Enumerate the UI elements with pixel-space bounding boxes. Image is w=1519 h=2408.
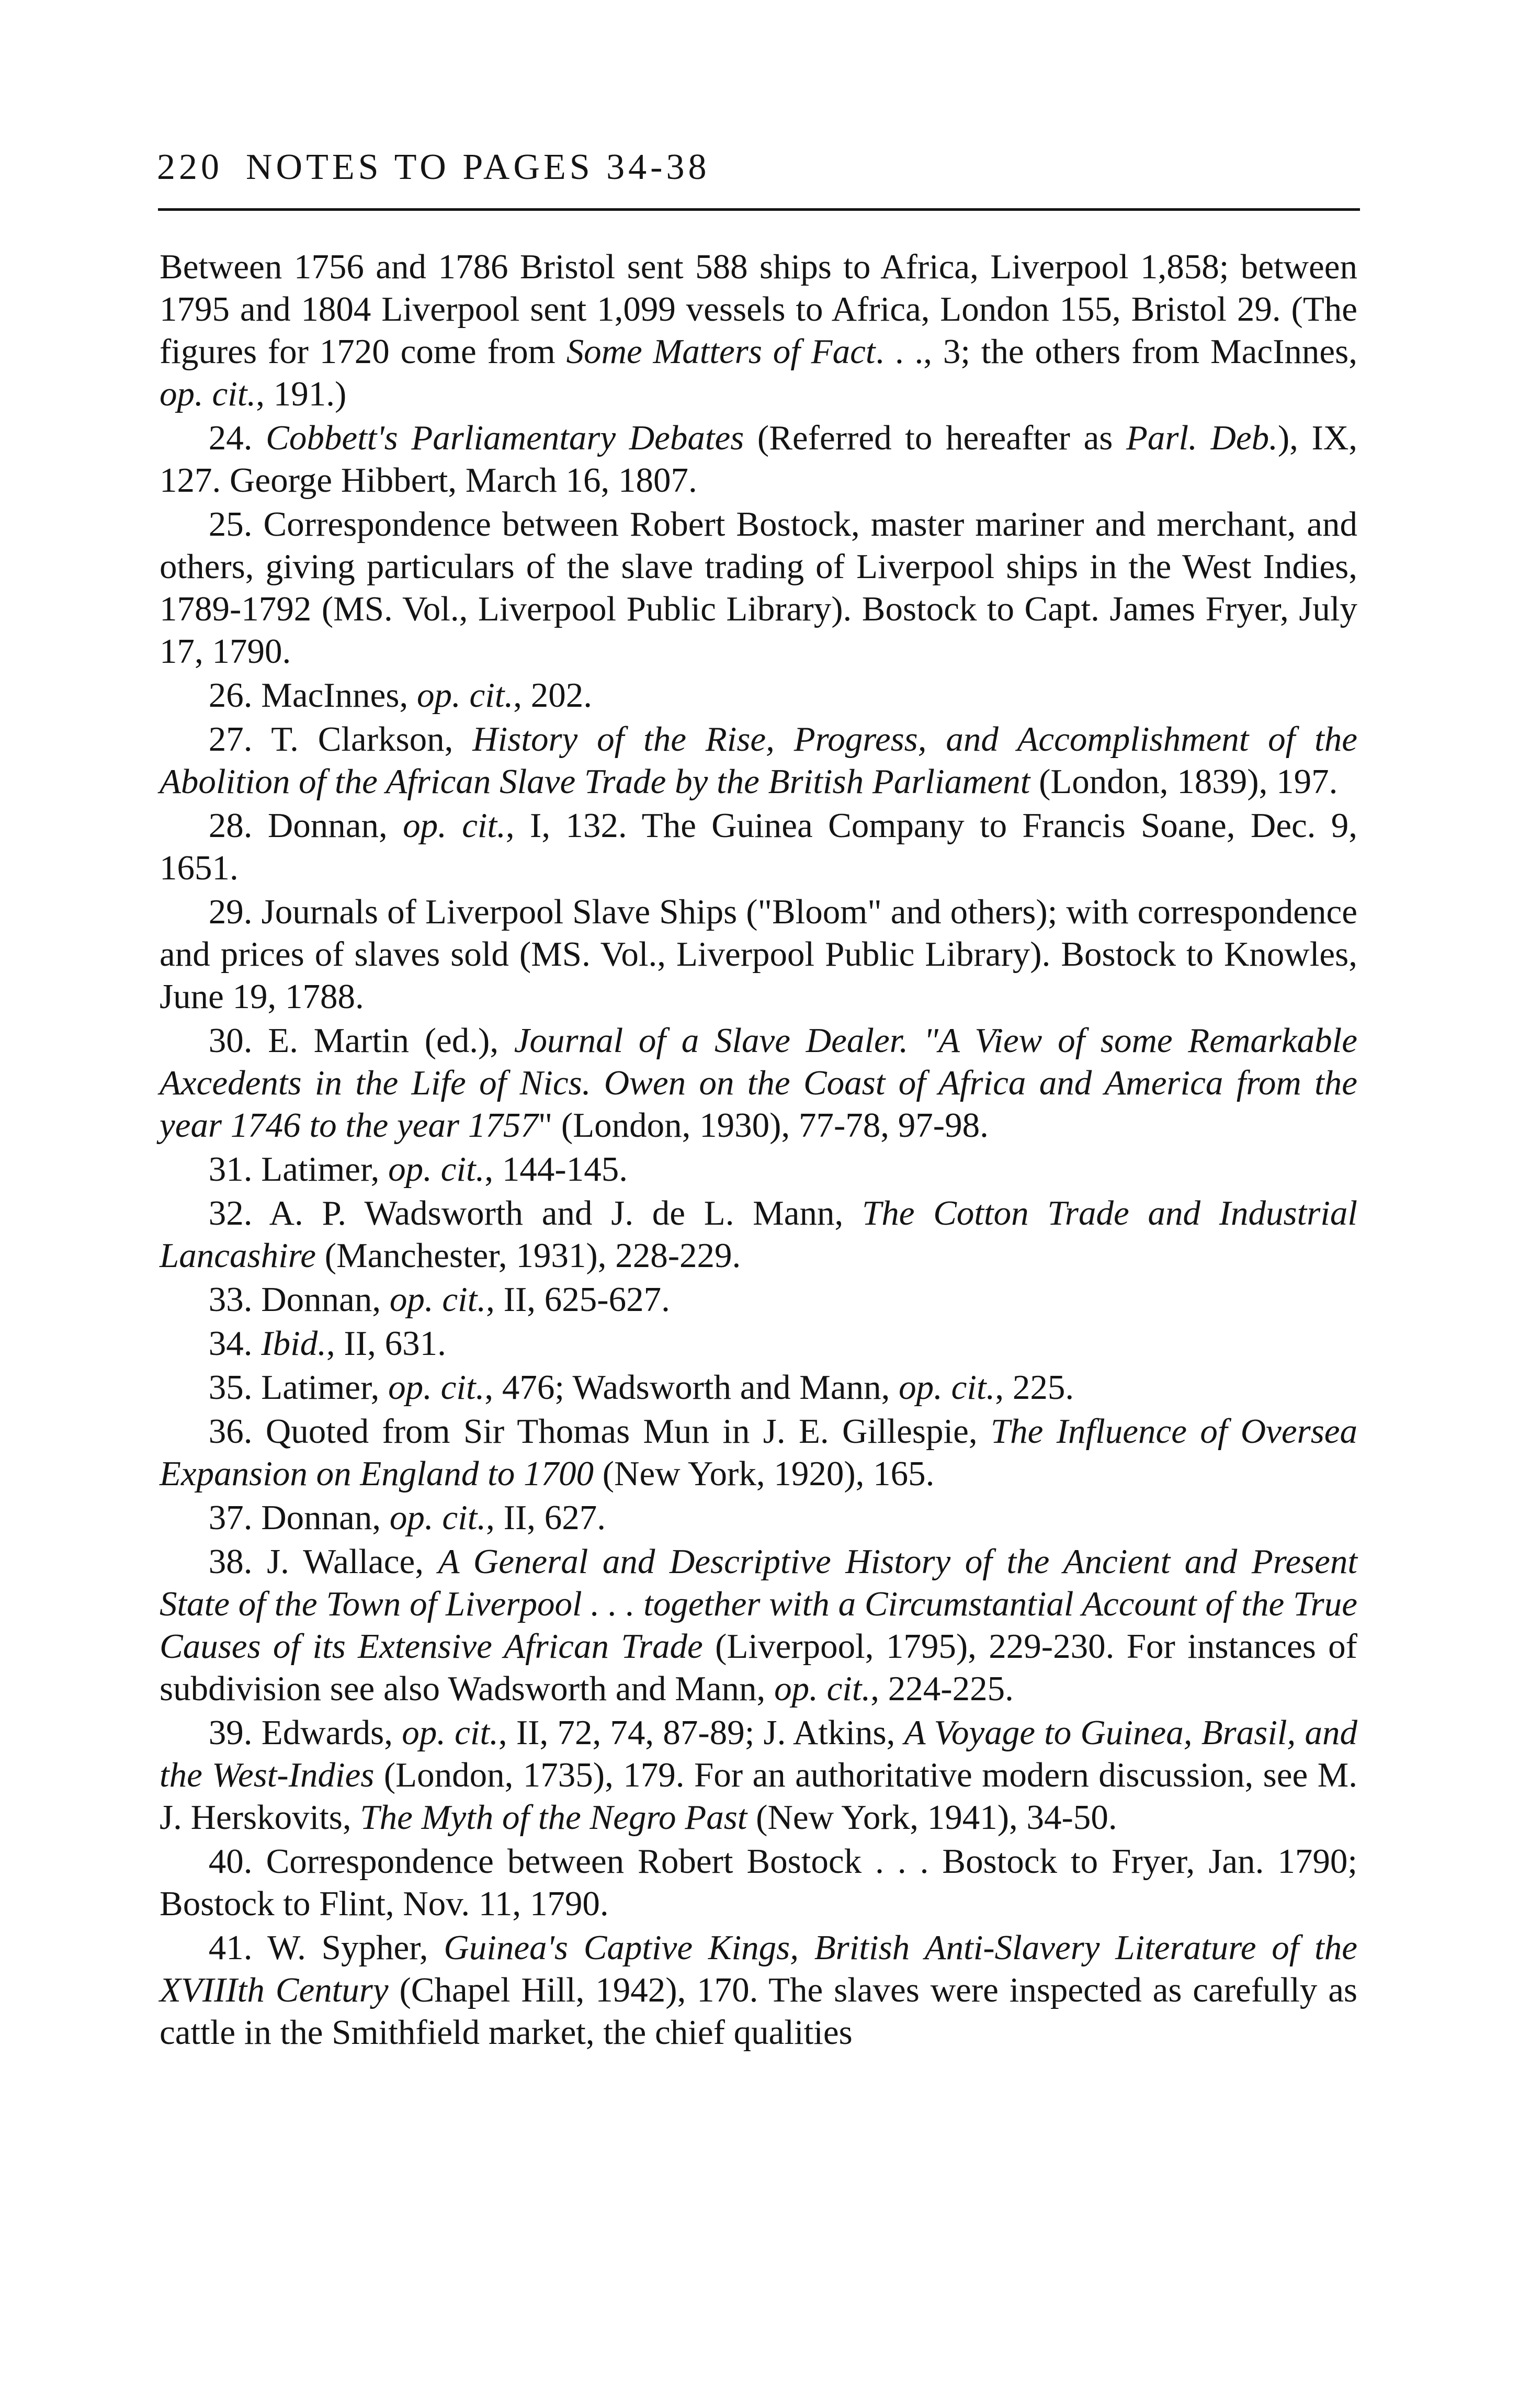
footnote-number: 35. [208, 1368, 253, 1407]
footnote-number: 39. [208, 1713, 253, 1752]
footnote [160, 718, 1357, 803]
footnote-text: Cobbett's Parliamentary Debates (Referred to hereafter as Parl. Deb.), IX, 127. George Hibbert, March 16, 1807. [160, 419, 1358, 500]
footnote-text: Donnan, op. cit., I, 132. The Guinea Company to Francis Soane, Dec. 9, 1651. [160, 806, 1358, 887]
footnote-number: 40. [208, 1842, 253, 1881]
footnote-number: 32. [208, 1194, 253, 1233]
footnote-number: 28. [208, 806, 253, 845]
italic-title: Parl. Deb. [1126, 419, 1278, 457]
footnote-text: Donnan, op. cit., II, 625-627. [261, 1280, 670, 1319]
footnote [160, 1279, 1357, 1321]
footnote-number: 36. [208, 1412, 253, 1451]
footnote [160, 1148, 1357, 1191]
footnote-text: Ibid., II, 631. [261, 1324, 446, 1363]
footnote-text: Donnan, op. cit., II, 627. [261, 1498, 606, 1537]
note-list [160, 417, 1357, 2054]
italic-title: op. cit. [388, 1368, 485, 1407]
italic-title: A Voyage to Guinea, Brasil, and the West-Indies [160, 1713, 1358, 1794]
italic-title: op. cit. [899, 1368, 995, 1407]
italic-title: The Cotton Trade and Industrial Lancashire [160, 1194, 1358, 1275]
footnote [160, 1366, 1357, 1409]
footnote-number: 31. [208, 1150, 253, 1189]
footnote-text: MacInnes, op. cit., 202. [261, 676, 592, 715]
footnote [160, 1020, 1357, 1147]
footnote-text: Quoted from Sir Thomas Mun in J. E. Gillespie, The Influence of Oversea Expansion on England to 1700 (New York, 1920), 165. [160, 1412, 1358, 1493]
footnote [160, 1712, 1357, 1839]
footnote [160, 1322, 1357, 1365]
italic-title: op. cit. [416, 676, 514, 715]
footnote-number: 33. [208, 1280, 253, 1319]
footnote [160, 1927, 1357, 2054]
footnote-number: 26. [208, 676, 253, 715]
footnote-number: 24. [208, 419, 253, 457]
italic-title: The Myth of the Negro Past [360, 1798, 747, 1837]
footnote [160, 674, 1357, 717]
footnote-number: 34. [208, 1324, 253, 1363]
footnote-text: A. P. Wadsworth and J. de L. Mann, The Cotton Trade and Industrial Lancashire (Manchester, 1931), 228-229. [160, 1194, 1358, 1275]
footnote-text: W. Sypher, Guinea's Captive Kings, British Anti-Slavery Literature of the XVIIIth Century (Chapel Hill, 1942), 170. The slaves were inspected as carefully as cattle in the Smithfield market, the chief qualities [160, 1928, 1358, 2052]
italic-title: op. cit. [403, 806, 506, 845]
italic-title: A General and Descriptive History of the Ancient and Present State of the Town of Liverpool . . . together with a Circumstantial Account of the True Causes of its Extensive African Trade [160, 1542, 1357, 1666]
italic-title: op. cit. [389, 1498, 486, 1537]
footnote [160, 1840, 1357, 1925]
footnote-number: 30. [208, 1021, 253, 1060]
footnote [160, 891, 1357, 1018]
footnote [160, 1192, 1357, 1277]
footnote [160, 1497, 1357, 1539]
footnote-text: Latimer, op. cit., 476; Wadsworth and Mann, op. cit., 225. [261, 1368, 1074, 1407]
italic-title: History of the Rise, Progress, and Accomplishment of the Abolition of the African Slave Trade by the British Parliament [160, 720, 1357, 801]
footnote-number: 38. [208, 1542, 253, 1581]
footnote-text: Correspondence between Robert Bostock . . . Bostock to Fryer, Jan. 1790; Bostock to Flint, Nov. 11, 1790. [160, 1842, 1357, 1923]
running-title: NOTES TO PAGES 34-38 [246, 147, 710, 187]
notes-body [160, 246, 1357, 2055]
italic-title: Some Matters of Fact [566, 332, 876, 371]
footnote-number: 29. [208, 892, 253, 931]
italic-title: op. cit. [774, 1669, 871, 1708]
footnote [160, 1410, 1357, 1495]
page-number: 220 [157, 147, 223, 187]
footnote-text: E. Martin (ed.), Journal of a Slave Dealer. "A View of some Remarkable Axcedents in the Life of Nics. Owen on the Coast of Africa and America from the year 1746 to the year 1757" (London, 1930), 77-78, 97-98. [160, 1021, 1358, 1145]
running-header [157, 141, 1360, 194]
italic-title: The Influence of Oversea Expansion on England to 1700 [160, 1412, 1358, 1493]
footnote-text: J. Wallace, A General and Descriptive History of the Ancient and Present State of the Town of Liverpool . . . together with a Circumstantial Account of the True Causes of its Extensive African Trade (Liverpool, 1795), 229-230. For instances of subdivision see also Wadsworth and Mann, op. cit., 224-225. [160, 1542, 1357, 1708]
footnote [160, 805, 1357, 889]
footnote-number: 27. [208, 720, 253, 759]
footnote-number: 41. [208, 1928, 253, 1967]
footnote-number: 37. [208, 1498, 253, 1537]
header-rule [158, 208, 1360, 211]
footnote-number: 25. [208, 505, 253, 544]
italic-title: Journal of a Slave Dealer. "A View of some Remarkable Axcedents in the Life of Nics. Owen on the Coast of Africa and America from the year 1746 to the year 1757 [160, 1021, 1358, 1145]
italic-title: op. cit. [160, 375, 256, 413]
italic-title: op. cit. [402, 1713, 498, 1752]
footnote [160, 1541, 1357, 1710]
italic-title: op. cit. [388, 1150, 485, 1189]
footnote-text: Latimer, op. cit., 144-145. [261, 1150, 628, 1189]
footnote-text: Correspondence between Robert Bostock, master mariner and merchant, and others, giving particulars of the slave trading of Liverpool ships in the West Indies, 1789-1792 (MS. Vol., Liverpool Public Library). Bostock to Capt. James Fryer, July 17, 1790. [160, 505, 1358, 671]
footnote-text: T. Clarkson, History of the Rise, Progress, and Accomplishment of the Abolition of the African Slave Trade by the British Parliament (London, 1839), 197. [160, 720, 1357, 801]
italic-title: Cobbett's Parliamentary Debates [266, 419, 744, 457]
italic-title: Ibid. [261, 1324, 326, 1363]
footnote [160, 417, 1357, 502]
italic-title: Guinea's Captive Kings, British Anti-Slavery Literature of the XVIIIth Century [160, 1928, 1357, 2009]
italic-title: op. cit. [389, 1280, 486, 1319]
footnote-text: Journals of Liverpool Slave Ships ("Bloom" and others); with correspondence and prices of slaves sold (MS. Vol., Liverpool Public Library). Bostock to Knowles, June 19, 1788. [160, 892, 1358, 1016]
continued-note-text: Between 1756 and 1786 Bristol sent 588 ships to Africa, Liverpool 1,858; between 1795 and 1804 Liverpool sent 1,099 vessels to Africa, London 155, Bristol 29. (The figures for 1720 come from Some Matters of Fact. . ., 3; the others from MacInnes, op. cit., 191.) [160, 247, 1357, 413]
footnote [160, 503, 1357, 673]
footnote-text: Edwards, op. cit., II, 72, 74, 87-89; J. Atkins, A Voyage to Guinea, Brasil, and the West-Indies (London, 1735), 179. For an authoritative modern discussion, see M. J. Herskovits, The Myth of the Negro Past (New York, 1941), 34-50. [160, 1713, 1358, 1837]
